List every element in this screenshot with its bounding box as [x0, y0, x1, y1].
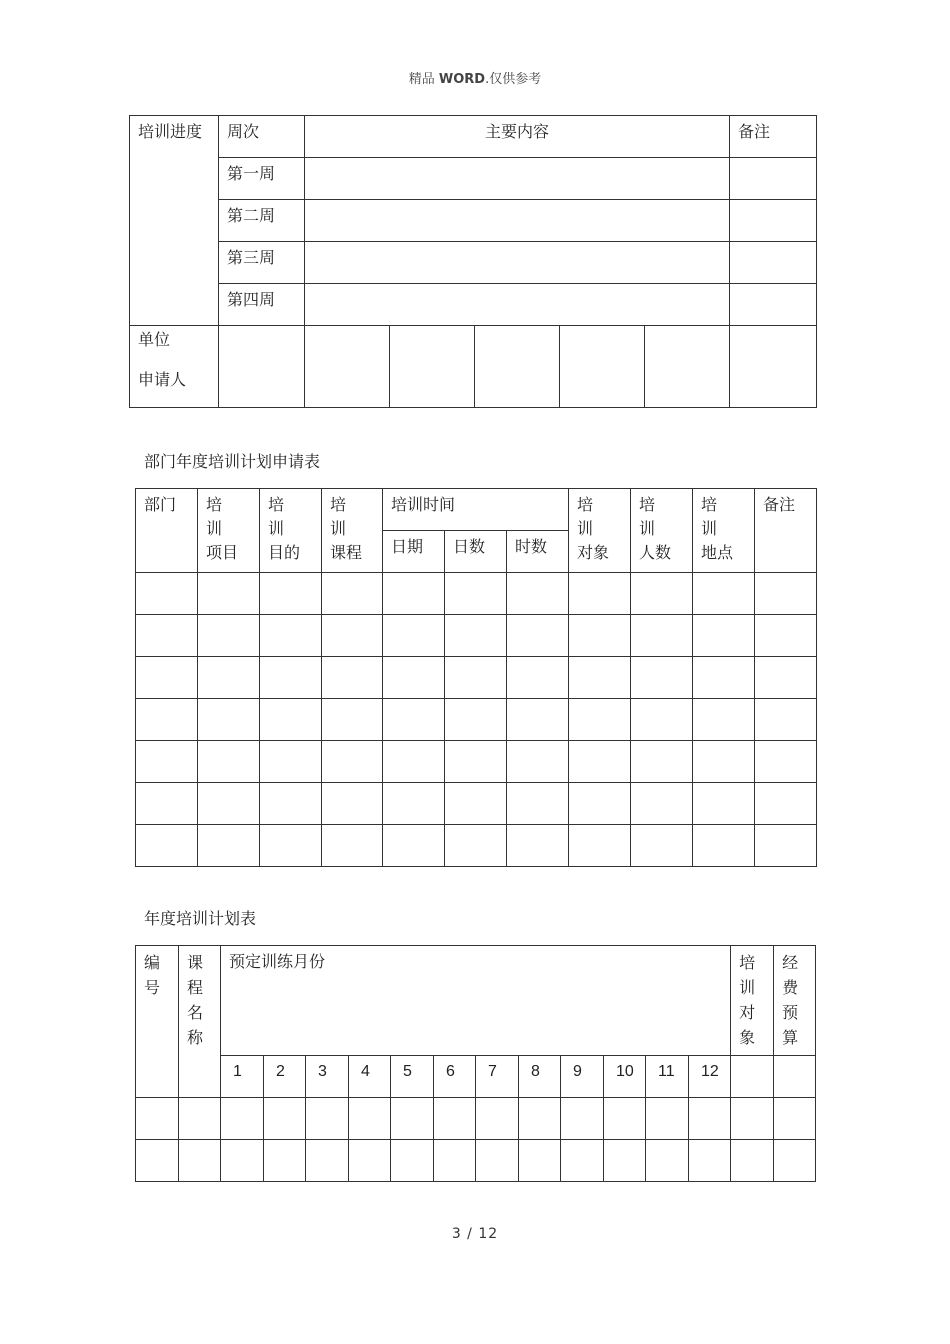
table-cell[interactable]: [631, 573, 693, 615]
month-cell: [264, 1056, 306, 1098]
month-cell: [349, 1056, 391, 1098]
budget-header-3: 预: [782, 1003, 799, 1022]
table-cell[interactable]: [569, 741, 631, 783]
month-cell: [306, 1056, 349, 1098]
month-label: 6: [446, 1063, 455, 1080]
table-row: [136, 825, 817, 867]
table-cell[interactable]: [264, 1140, 306, 1182]
table-cell[interactable]: [391, 1098, 434, 1140]
course-name-header-cell: [179, 946, 221, 1098]
place-header-a: 培训: [701, 495, 726, 538]
hours-header-cell: [507, 531, 569, 573]
month-label: 9: [573, 1063, 582, 1080]
budget-header-cell: [774, 946, 816, 1056]
table-cell[interactable]: [383, 699, 445, 741]
table-cell[interactable]: [631, 699, 693, 741]
table-cell[interactable]: [198, 741, 260, 783]
table-cell[interactable]: [507, 573, 569, 615]
target-header-1: 培: [739, 953, 756, 972]
progress-label-cell: [130, 116, 219, 326]
table-cell[interactable]: [198, 783, 260, 825]
table-cell[interactable]: [434, 1140, 476, 1182]
table-cell[interactable]: [561, 1140, 604, 1182]
table-cell[interactable]: [507, 741, 569, 783]
table-cell[interactable]: [260, 615, 322, 657]
month-label: 7: [488, 1063, 497, 1080]
table-cell[interactable]: [569, 699, 631, 741]
table-cell[interactable]: [445, 657, 507, 699]
table-cell[interactable]: [136, 741, 198, 783]
annual-training-plan-table: [135, 945, 816, 1182]
table-cell[interactable]: [693, 699, 755, 741]
table-cell[interactable]: [569, 573, 631, 615]
table-cell[interactable]: [445, 573, 507, 615]
table-header-row: [136, 946, 816, 1056]
table-cell[interactable]: [693, 825, 755, 867]
week-label: 第四周: [227, 290, 276, 309]
table-cell[interactable]: [322, 615, 383, 657]
budget-header-2: 费: [782, 978, 799, 997]
table-cell[interactable]: [755, 657, 817, 699]
table-row: [136, 615, 817, 657]
place-header-cell: [693, 489, 755, 573]
month-cell: [689, 1056, 731, 1098]
month-cell: [561, 1056, 604, 1098]
dept-header: 部门: [144, 495, 177, 514]
dept-plan-body: [136, 573, 817, 867]
table-cell[interactable]: [445, 741, 507, 783]
table-cell[interactable]: [561, 1098, 604, 1140]
month-label: 10: [616, 1063, 634, 1080]
place-header-b: 地点: [701, 543, 734, 562]
table-cell[interactable]: [322, 699, 383, 741]
table-row: [130, 200, 817, 242]
content-cell[interactable]: [305, 200, 730, 242]
week-label: 第二周: [227, 206, 276, 225]
month-label: 2: [276, 1063, 285, 1080]
table-cell[interactable]: [507, 699, 569, 741]
unit-label: 单位: [138, 330, 171, 349]
note-cell[interactable]: [730, 284, 817, 326]
table-cell[interactable]: [507, 615, 569, 657]
days-header-cell: [445, 531, 507, 573]
table-cell[interactable]: [383, 573, 445, 615]
table-cell[interactable]: [631, 825, 693, 867]
course-header-3: 名: [187, 1003, 204, 1022]
target-header-b: 对象: [577, 543, 610, 562]
table-cell[interactable]: [349, 1098, 391, 1140]
table-cell[interactable]: [569, 615, 631, 657]
week-cell: [219, 200, 305, 242]
month-cell: [476, 1056, 519, 1098]
table-cell[interactable]: [322, 825, 383, 867]
course-header-a: 培训: [330, 495, 355, 538]
week-cell: [219, 158, 305, 200]
table-cell[interactable]: [264, 1098, 306, 1140]
content-cell[interactable]: [305, 284, 730, 326]
applicant-label: 申请人: [138, 370, 187, 389]
item-header-a: 培训: [206, 495, 231, 538]
course-header-b: 课程: [330, 543, 363, 562]
month-cell: [646, 1056, 689, 1098]
table-cell[interactable]: [755, 825, 817, 867]
target-header-a: 培训: [577, 495, 602, 538]
budget-header-1: 经: [782, 953, 799, 972]
months-header-cell: [221, 946, 731, 1056]
days-header: 日数: [453, 537, 486, 556]
hours-header: 时数: [515, 537, 548, 556]
table-cell[interactable]: [445, 825, 507, 867]
table-cell[interactable]: [221, 1098, 264, 1140]
table-cell[interactable]: [179, 1098, 221, 1140]
target-header-cell: [569, 489, 631, 573]
table-cell[interactable]: [349, 1140, 391, 1182]
table-row: [136, 1098, 816, 1140]
table-cell[interactable]: [755, 783, 817, 825]
table-cell[interactable]: [136, 1098, 179, 1140]
table-cell[interactable]: [689, 1140, 731, 1182]
course-header-4: 称: [187, 1028, 204, 1047]
table-cell[interactable]: [693, 657, 755, 699]
table-cell[interactable]: [260, 741, 322, 783]
date-header-cell: [383, 531, 445, 573]
target-header-4: 象: [739, 1028, 756, 1047]
table-cell[interactable]: [383, 741, 445, 783]
month-cell: [221, 1056, 264, 1098]
course-header-cell: [322, 489, 383, 573]
table-cell[interactable]: [198, 657, 260, 699]
table-cell[interactable]: [569, 783, 631, 825]
content-header-cell: [305, 116, 730, 158]
table-cell[interactable]: [774, 1056, 816, 1098]
table-cell[interactable]: [569, 657, 631, 699]
table-cell[interactable]: [476, 1140, 519, 1182]
months-row: [136, 1056, 816, 1098]
table-cell[interactable]: [383, 825, 445, 867]
id-header-cell: [136, 946, 179, 1098]
note-cell[interactable]: [730, 200, 817, 242]
section3-title: 年度培训计划表: [144, 909, 257, 928]
table-cell[interactable]: [136, 783, 198, 825]
month-label: 8: [531, 1063, 540, 1080]
purpose-header-a: 培训: [268, 495, 293, 538]
table-cell[interactable]: [198, 825, 260, 867]
table-cell[interactable]: [631, 657, 693, 699]
month-label: 11: [658, 1063, 675, 1080]
table-cell[interactable]: [306, 1140, 349, 1182]
table-cell[interactable]: [693, 615, 755, 657]
count-header-b: 人数: [639, 543, 672, 562]
annual-plan-body: [136, 1098, 816, 1182]
page-number: 3 / 12: [451, 1226, 499, 1242]
week-cell: [219, 242, 305, 284]
month-cell: [519, 1056, 561, 1098]
purpose-header-cell: [260, 489, 322, 573]
table-cell[interactable]: [136, 657, 198, 699]
month-label: 12: [701, 1063, 719, 1080]
table-cell[interactable]: [383, 657, 445, 699]
blank-cell[interactable]: [645, 326, 730, 408]
time-header-cell: [383, 489, 569, 531]
months-header: 预定训练月份: [229, 952, 326, 971]
date-header: 日期: [391, 537, 424, 556]
table-cell[interactable]: [322, 657, 383, 699]
table-cell[interactable]: [391, 1140, 434, 1182]
note-header: 备注: [763, 495, 796, 514]
page-header: [0, 68, 950, 87]
target-header-2: 训: [739, 978, 756, 997]
table-cell[interactable]: [445, 783, 507, 825]
id-header-1: 编: [144, 953, 161, 972]
purpose-header-b: 目的: [268, 543, 301, 562]
content-cell[interactable]: [305, 158, 730, 200]
table-cell[interactable]: [260, 657, 322, 699]
table-cell[interactable]: [507, 657, 569, 699]
table-row: [136, 657, 817, 699]
table-cell[interactable]: [519, 1098, 561, 1140]
header-prefix: 精品: [408, 72, 435, 87]
table-cell[interactable]: [136, 615, 198, 657]
table-cell[interactable]: [646, 1140, 689, 1182]
table-cell[interactable]: [383, 783, 445, 825]
course-header-2: 程: [187, 978, 204, 997]
table-cell[interactable]: [693, 573, 755, 615]
progress-label: 培训进度: [138, 122, 203, 141]
target-header-cell: [731, 946, 774, 1056]
table-cell[interactable]: [646, 1098, 689, 1140]
table-cell[interactable]: [221, 1140, 264, 1182]
table-cell[interactable]: [631, 615, 693, 657]
count-header-cell: [631, 489, 693, 573]
note-cell[interactable]: [730, 158, 817, 200]
table-cell[interactable]: [604, 1098, 646, 1140]
table-cell[interactable]: [322, 783, 383, 825]
table-cell[interactable]: [198, 615, 260, 657]
table-cell[interactable]: [260, 783, 322, 825]
table-header-row: [136, 489, 817, 531]
table-cell[interactable]: [136, 699, 198, 741]
table-cell[interactable]: [322, 573, 383, 615]
table-cell[interactable]: [136, 1140, 179, 1182]
budget-header-4: 算: [782, 1028, 799, 1047]
table-row: [136, 1140, 816, 1182]
table-row: [136, 699, 817, 741]
table-cell[interactable]: [755, 615, 817, 657]
table-cell[interactable]: [693, 783, 755, 825]
table-cell[interactable]: [198, 573, 260, 615]
header-brand: WORD: [438, 72, 486, 87]
week-label: 第一周: [227, 164, 276, 183]
course-header-1: 课: [187, 953, 204, 972]
item-header-b: 项目: [206, 543, 239, 562]
table-cell[interactable]: [731, 1098, 774, 1140]
table-cell[interactable]: [774, 1140, 816, 1182]
table-row: [130, 284, 817, 326]
table-cell[interactable]: [693, 741, 755, 783]
month-cell: [434, 1056, 476, 1098]
table-cell[interactable]: [604, 1140, 646, 1182]
blank-cell[interactable]: [475, 326, 560, 408]
content-cell[interactable]: [305, 242, 730, 284]
table-cell[interactable]: [476, 1098, 519, 1140]
target-header-3: 对: [739, 1003, 756, 1022]
table-row: [130, 242, 817, 284]
count-header-a: 培训: [639, 495, 664, 538]
header-suffix: .仅供参考: [485, 72, 542, 87]
table-cell[interactable]: [260, 825, 322, 867]
table-cell[interactable]: [434, 1098, 476, 1140]
table-cell[interactable]: [755, 699, 817, 741]
table-row: [130, 326, 817, 408]
dept-training-plan-table: [135, 488, 817, 867]
table-row: [130, 158, 817, 200]
week-header-cell: [219, 116, 305, 158]
item-header-cell: [198, 489, 260, 573]
table-cell[interactable]: [507, 825, 569, 867]
month-label: 3: [318, 1063, 327, 1080]
note-header-cell: [730, 116, 817, 158]
table-cell[interactable]: [569, 825, 631, 867]
dept-header-cell: [136, 489, 198, 573]
month-label: 4: [361, 1063, 370, 1080]
table-cell[interactable]: [198, 699, 260, 741]
blank-cell[interactable]: [219, 326, 305, 408]
time-header: 培训时间: [391, 495, 456, 514]
table-cell[interactable]: [755, 573, 817, 615]
month-label: 5: [403, 1063, 412, 1080]
table-cell[interactable]: [755, 741, 817, 783]
table-row: [136, 573, 817, 615]
month-label: 1: [233, 1063, 242, 1080]
table-cell[interactable]: [631, 741, 693, 783]
table-cell[interactable]: [179, 1140, 221, 1182]
table-cell[interactable]: [445, 699, 507, 741]
table-cell[interactable]: [689, 1098, 731, 1140]
training-progress-table: [129, 115, 817, 408]
blank-cell[interactable]: [305, 326, 390, 408]
table-row: [136, 741, 817, 783]
table-row: [130, 116, 817, 158]
table-cell[interactable]: [445, 615, 507, 657]
blank-cell[interactable]: [390, 326, 475, 408]
blank-cell[interactable]: [730, 326, 817, 408]
table-row: [136, 783, 817, 825]
id-header-2: 号: [144, 978, 161, 997]
month-cell: [391, 1056, 434, 1098]
content-header: 主要内容: [484, 122, 549, 141]
table-cell[interactable]: [383, 615, 445, 657]
week-cell: [219, 284, 305, 326]
section2-title: 部门年度培训计划申请表: [144, 452, 321, 471]
table-cell[interactable]: [260, 699, 322, 741]
table-cell[interactable]: [322, 741, 383, 783]
table-cell[interactable]: [260, 573, 322, 615]
week-header: 周次: [227, 122, 260, 141]
table-cell[interactable]: [507, 783, 569, 825]
week-label: 第三周: [227, 248, 276, 267]
table-cell[interactable]: [136, 825, 198, 867]
unit-applicant-cell: [130, 326, 219, 408]
table-cell[interactable]: [631, 783, 693, 825]
table-cell[interactable]: [519, 1140, 561, 1182]
blank-cell[interactable]: [560, 326, 645, 408]
table-cell[interactable]: [731, 1140, 774, 1182]
table-cell[interactable]: [306, 1098, 349, 1140]
note-header: 备注: [738, 122, 771, 141]
table-cell[interactable]: [774, 1098, 816, 1140]
table-cell[interactable]: [136, 573, 198, 615]
note-cell[interactable]: [730, 242, 817, 284]
note-header-cell: [755, 489, 817, 573]
month-cell: [604, 1056, 646, 1098]
table-cell[interactable]: [731, 1056, 774, 1098]
